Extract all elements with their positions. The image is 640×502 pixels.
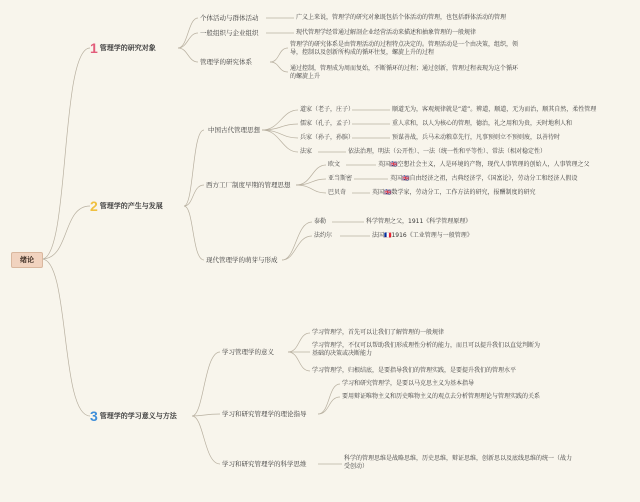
node-label: 学习和研究管理学的科学思维 — [222, 460, 307, 468]
section-1 — [90, 40, 156, 56]
section-number: 3 — [90, 408, 98, 424]
node-label: 学习和研究管理学的理论指导 — [222, 410, 307, 418]
school-text: 重人求和，以人为核心的管理，德治，礼之用和为贵，天时地利人和 — [392, 120, 573, 127]
section-number: 2 — [90, 198, 98, 214]
person-text: 科学管理之父，1911《科学管理原理》 — [366, 218, 472, 225]
person-name: 欧文 — [328, 161, 341, 168]
person-name: 亚当斯密 — [328, 175, 353, 182]
school-text: 依法治理，明法（公开性）、一法（统一性和平等性）、常法（相对稳定性） — [348, 148, 547, 155]
person-text: 英国🇬🇧数学家，劳动分工，工作方法的研究，报酬制度的研究 — [372, 189, 536, 196]
section-number: 1 — [90, 40, 98, 56]
node-label: 管理学的研究体系 — [200, 58, 252, 66]
node-text: 广义上来说，管理学的研究对象既包括个体活动的管理，也包括群体活动的管理 — [296, 14, 507, 21]
section-2 — [90, 198, 163, 214]
node-text: 管理学的研究体系是由管理活动的过程特点决定的。管理活动是一个由决策，组织，领导，控制以及创新所构成的循环往复，螺旋上升的过程 — [290, 41, 519, 56]
person-name: 巴贝奇 — [328, 189, 347, 196]
node-text: 现代管理学经常通过解剖企业经营活动来描述和抽象管理的一般规律 — [296, 29, 477, 36]
person-name: 法约尔 — [314, 232, 333, 239]
school-text: 顺道无为，客观规律就是“道”。辨道，顺道，无为而治，顺其自然，柔性管理 — [392, 106, 597, 113]
person-text: 英国🇬🇧自由经济之祖，古典经济学，《国富论》，劳动分工和经济人假设 — [390, 175, 578, 182]
node-label: 学习管理学的意义 — [222, 348, 274, 356]
section-title: 管理学的产生与发展 — [99, 202, 163, 210]
node-text: 科学的管理思维是战略思维，历史思维，辩证思维，创新思以及底线思维的统一（战力受创动） — [344, 455, 573, 470]
school-text: 预谋善战，兵马未动粮草先行，凡事预则立不预则废，以善待时 — [392, 134, 561, 141]
school-name: 儒家（孔子，孟子） — [300, 120, 355, 127]
section-title: 管理学的研究对象 — [99, 44, 156, 52]
section-3 — [90, 408, 177, 424]
node-text: 学习和研究管理学，是要以马克思主义为基本指导 — [342, 380, 475, 387]
node-label: 个体活动与群体活动 — [200, 14, 259, 22]
node-text: 通过控制，管理成为周而复始，不断循环的过程；通过创新，管理过程表现为这个循环的螺旋上升 — [290, 65, 519, 80]
node-text: 要用辩证唯物主义和历史唯物主义的观点去分析管理理论与管理实践的关系 — [342, 393, 541, 400]
node-label: 现代管理学的萌芽与形成 — [206, 256, 278, 264]
school-name: 法家 — [300, 148, 313, 155]
node-label: 西方工厂制度早期的管理思想 — [206, 181, 291, 189]
school-name: 道家（老子，庄子） — [300, 106, 355, 113]
node-label: 一般组织与企业组织 — [200, 29, 259, 37]
person-text: 法国🇫🇷1916《工业管理与一般管理》 — [372, 232, 473, 239]
root-node: 绪论 — [11, 252, 43, 268]
person-name: 泰勒 — [314, 218, 327, 225]
node-label: 中国古代管理思想 — [208, 126, 260, 134]
person-text: 英国🇬🇧空想社会主义，人是环境的产物，现代人事管理的创始人，人事管理之父 — [378, 161, 590, 168]
node-text: 学习管理学，不仅可以帮助我们形成理性分析的能力，而且可以提升我们以直觉判断为基础的决策或决断能力 — [312, 342, 541, 357]
school-name: 兵家（孙子，孙膑） — [300, 134, 355, 141]
section-title: 管理学的学习意义与方法 — [99, 412, 177, 420]
node-text: 学习管理学，首先可以让我们了解管理的一般规律 — [312, 329, 445, 336]
node-text: 学习管理学，归根结底，是要指导我们的管理实践，是要提升我们的管理水平 — [312, 367, 517, 374]
